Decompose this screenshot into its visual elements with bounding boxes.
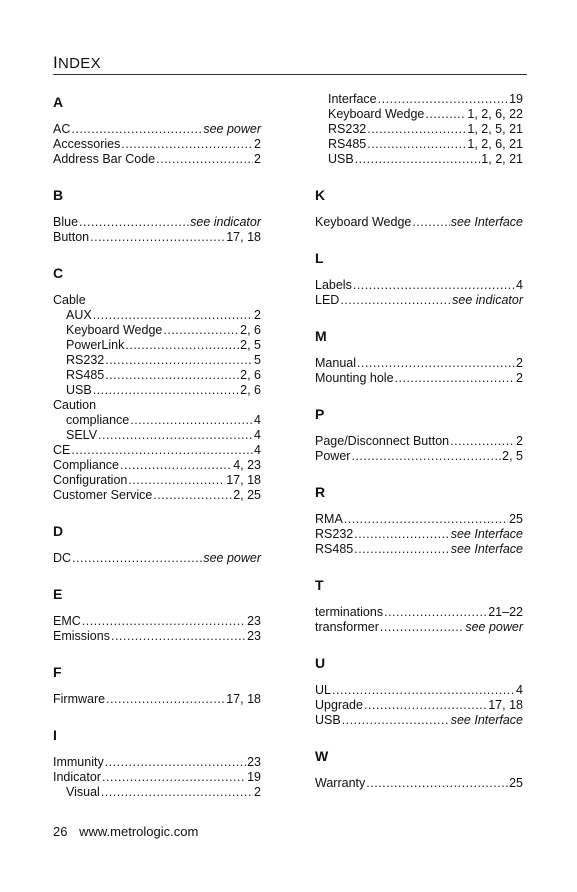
entry-pages: 25 xyxy=(509,512,523,526)
page-footer xyxy=(53,824,206,839)
entry-pages: 19 xyxy=(247,770,261,784)
section-letter: M xyxy=(315,328,327,344)
entry-term: Customer Service xyxy=(53,488,153,502)
index-column-left xyxy=(53,92,261,818)
entry-pages: see power xyxy=(203,122,261,136)
footer-url: www.metrologic.com xyxy=(79,824,199,839)
section-letter: K xyxy=(315,187,326,203)
entry-term: Interface xyxy=(328,92,377,106)
entry-pages: 21–22 xyxy=(488,605,523,619)
dot-leader xyxy=(93,383,239,398)
entry-pages: 2, 25 xyxy=(233,488,261,502)
index-entries xyxy=(53,614,261,644)
entry-term: Mounting hole xyxy=(315,371,394,385)
entry-term: USB xyxy=(328,152,354,166)
dot-leader xyxy=(364,698,487,713)
index-entry xyxy=(53,755,261,770)
index-entry xyxy=(315,776,523,791)
index-entries xyxy=(53,755,261,800)
dot-leader xyxy=(156,152,253,167)
index-entry xyxy=(315,278,523,293)
entry-pages: 2 xyxy=(516,434,523,448)
dot-leader xyxy=(366,776,508,791)
entry-pages: 2 xyxy=(254,152,261,166)
entry-term: AUX xyxy=(66,308,92,322)
entry-term: Accessories xyxy=(53,137,121,151)
page-title-rest: NDEX xyxy=(58,55,101,72)
dot-leader xyxy=(106,692,225,707)
index-entry xyxy=(315,122,523,137)
entry-term: RS485 xyxy=(315,542,354,556)
index-entry xyxy=(53,308,261,323)
dot-leader xyxy=(98,428,253,443)
index-entries xyxy=(315,278,523,308)
entry-term: Immunity xyxy=(53,755,104,769)
index-entry xyxy=(53,230,261,245)
dot-leader xyxy=(130,413,253,428)
dot-leader xyxy=(90,230,225,245)
index-section xyxy=(53,521,261,566)
entry-pages: 1, 2, 6, 21 xyxy=(467,137,523,151)
index-entry xyxy=(315,293,523,308)
index-entry xyxy=(315,137,523,152)
index-entry xyxy=(315,527,523,542)
entry-pages: see Interface xyxy=(450,215,523,229)
index-entry xyxy=(53,785,261,800)
dot-leader xyxy=(332,683,515,698)
page-title xyxy=(53,55,101,72)
entry-pages: 4, 23 xyxy=(233,458,261,472)
entry-pages: 2, 5 xyxy=(502,449,523,463)
index-entry xyxy=(53,458,261,473)
entry-term: Keyboard Wedge xyxy=(328,107,425,121)
index-section xyxy=(315,482,523,557)
index-section xyxy=(315,248,523,308)
entry-term: transformer xyxy=(315,620,379,634)
entry-term: USB xyxy=(315,713,341,727)
entry-term: Power xyxy=(315,449,351,463)
entry-term: Configuration xyxy=(53,473,128,487)
entry-term: USB xyxy=(66,383,92,397)
index-entry xyxy=(53,428,261,443)
entry-term: Emissions xyxy=(53,629,110,643)
dot-leader xyxy=(82,614,246,629)
index-entry xyxy=(53,152,261,167)
entry-pages: 17, 18 xyxy=(226,230,261,244)
dot-leader xyxy=(128,473,225,488)
index-section xyxy=(315,653,523,728)
section-letter: P xyxy=(315,406,325,422)
entry-term: Warranty xyxy=(315,776,366,790)
entry-pages: 19 xyxy=(509,92,523,106)
entry-pages: see Interface xyxy=(450,713,523,727)
entry-pages: 2, 6 xyxy=(240,323,261,337)
index-entry xyxy=(53,614,261,629)
index-entry xyxy=(315,152,523,167)
entry-pages: 1, 2, 6, 22 xyxy=(467,107,523,121)
section-letter: U xyxy=(315,655,326,671)
dot-leader xyxy=(71,122,202,137)
dot-leader xyxy=(340,293,451,308)
entry-term: AC xyxy=(53,122,71,136)
index-section xyxy=(53,662,261,707)
entry-pages: 2, 6 xyxy=(240,383,261,397)
dot-leader xyxy=(425,107,466,122)
entry-term: SELV xyxy=(66,428,98,442)
dot-leader xyxy=(353,278,515,293)
index-entries xyxy=(315,434,523,464)
entry-term: Labels xyxy=(315,278,352,292)
entry-term: EMC xyxy=(53,614,81,628)
index-entry xyxy=(53,629,261,644)
entry-term: compliance xyxy=(66,413,130,427)
dot-leader xyxy=(72,551,202,566)
index-entries xyxy=(315,356,523,386)
dot-leader xyxy=(412,215,449,230)
entry-pages: 4 xyxy=(516,278,523,292)
entry-pages: 4 xyxy=(254,413,261,427)
dot-leader xyxy=(367,137,466,152)
dot-leader xyxy=(125,338,239,353)
entry-pages: 2, 5 xyxy=(240,338,261,352)
dot-leader xyxy=(378,92,508,107)
index-section xyxy=(315,92,523,167)
entry-term: CE xyxy=(53,443,71,457)
index-entry xyxy=(53,488,261,503)
section-letter: W xyxy=(315,748,329,764)
index-entry xyxy=(53,215,261,230)
entry-term: Keyboard Wedge xyxy=(315,215,412,229)
index-entries xyxy=(315,215,523,230)
entry-term: Indicator xyxy=(53,770,101,784)
dot-leader xyxy=(105,368,239,383)
index-entry xyxy=(53,122,261,137)
dot-leader xyxy=(344,512,508,527)
entry-pages: 2, 6 xyxy=(240,368,261,382)
dot-leader xyxy=(450,434,515,449)
index-entry xyxy=(315,605,523,620)
index-entries xyxy=(315,512,523,557)
section-letter: C xyxy=(53,265,64,281)
index-entry xyxy=(315,698,523,713)
entry-term: Caution xyxy=(53,398,97,412)
entry-pages: 2 xyxy=(516,356,523,370)
entry-term: Keyboard Wedge xyxy=(66,323,163,337)
index-entries xyxy=(315,605,523,635)
index-entries xyxy=(315,683,523,728)
index-entries xyxy=(53,122,261,167)
entry-pages: 17, 18 xyxy=(488,698,523,712)
index-entry xyxy=(53,413,261,428)
entry-pages: see power xyxy=(203,551,261,565)
index-entry xyxy=(53,368,261,383)
entry-term: Button xyxy=(53,230,90,244)
index-entries xyxy=(315,776,523,791)
index-entry xyxy=(315,107,523,122)
index-entry xyxy=(315,542,523,557)
entry-pages: see power xyxy=(465,620,523,634)
index-entry xyxy=(53,323,261,338)
entry-pages: 17, 18 xyxy=(226,692,261,706)
entry-term: RMA xyxy=(315,512,343,526)
dot-leader xyxy=(367,122,466,137)
index-entry xyxy=(315,512,523,527)
dot-leader xyxy=(79,215,189,230)
section-letter: E xyxy=(53,586,63,602)
dot-leader xyxy=(105,353,253,368)
entry-term: PowerLink xyxy=(66,338,125,352)
index-section xyxy=(315,326,523,386)
dot-leader xyxy=(380,620,464,635)
entry-pages: 5 xyxy=(254,353,261,367)
index-entry xyxy=(315,92,523,107)
index-entry xyxy=(315,620,523,635)
dot-leader xyxy=(101,785,253,800)
index-entry xyxy=(315,713,523,728)
entry-term: Address Bar Code xyxy=(53,152,156,166)
index-entry xyxy=(53,383,261,398)
dot-leader xyxy=(163,323,239,338)
index-section xyxy=(315,746,523,791)
entry-term: Cable xyxy=(53,293,86,307)
index-entries xyxy=(53,551,261,566)
index-section xyxy=(53,584,261,644)
index-entries xyxy=(315,92,523,167)
dot-leader xyxy=(395,371,516,386)
index-entry xyxy=(53,443,261,458)
dot-leader xyxy=(105,755,246,770)
entry-pages: see indicator xyxy=(452,293,523,307)
index-entry xyxy=(53,353,261,368)
entry-term: LED xyxy=(315,293,340,307)
entry-term: Blue xyxy=(53,215,79,229)
index-section xyxy=(53,185,261,245)
section-letter: B xyxy=(53,187,64,203)
entry-pages: see Interface xyxy=(450,527,523,541)
dot-leader xyxy=(153,488,232,503)
entry-term: Page/Disconnect Button xyxy=(315,434,450,448)
dot-leader xyxy=(357,356,515,371)
section-letter: T xyxy=(315,577,324,593)
section-letter: D xyxy=(53,523,64,539)
index-entry xyxy=(53,338,261,353)
entry-term: Firmware xyxy=(53,692,106,706)
index-section xyxy=(315,404,523,464)
index-entry xyxy=(315,371,523,386)
index-entry xyxy=(315,434,523,449)
dot-leader xyxy=(102,770,246,785)
entry-term: RS232 xyxy=(328,122,367,136)
index-entry xyxy=(315,683,523,698)
section-letter: F xyxy=(53,664,62,680)
dot-leader xyxy=(355,152,481,167)
dot-leader xyxy=(121,137,253,152)
page-number: 26 xyxy=(53,824,68,839)
entry-pages: 23 xyxy=(247,629,261,643)
index-entry xyxy=(53,398,261,413)
index-section xyxy=(53,263,261,503)
section-letter: I xyxy=(53,727,57,743)
index-entry xyxy=(53,473,261,488)
entry-pages: see indicator xyxy=(190,215,261,229)
index-entry xyxy=(315,449,523,464)
entry-term: RS485 xyxy=(328,137,367,151)
index-entry xyxy=(315,215,523,230)
entry-pages: 2 xyxy=(254,785,261,799)
dot-leader xyxy=(71,443,253,458)
section-letter: R xyxy=(315,484,326,500)
entry-pages: 1, 2, 21 xyxy=(481,152,523,166)
entry-pages: 23 xyxy=(247,614,261,628)
index-entries xyxy=(53,215,261,245)
dot-leader xyxy=(354,527,450,542)
entry-pages: 2 xyxy=(254,308,261,322)
dot-leader xyxy=(120,458,232,473)
entry-pages: 2 xyxy=(254,137,261,151)
index-section xyxy=(315,185,523,230)
section-letter: A xyxy=(53,94,64,110)
entry-term: Upgrade xyxy=(315,698,363,712)
entry-pages: 2 xyxy=(516,371,523,385)
index-section xyxy=(53,725,261,800)
header-rule xyxy=(53,74,527,75)
dot-leader xyxy=(384,605,487,620)
dot-leader xyxy=(342,713,450,728)
section-letter: L xyxy=(315,250,324,266)
index-column-right xyxy=(315,92,523,809)
entry-pages: 23 xyxy=(247,755,261,769)
entry-pages: 4 xyxy=(516,683,523,697)
index-entry xyxy=(53,137,261,152)
index-entry xyxy=(53,293,261,308)
index-entry xyxy=(315,356,523,371)
dot-leader xyxy=(111,629,246,644)
page-title-initial: I xyxy=(53,53,59,72)
entry-term: RS232 xyxy=(315,527,354,541)
index-entry xyxy=(53,551,261,566)
index-entries xyxy=(53,293,261,503)
index-entry xyxy=(53,692,261,707)
entry-term: terminations xyxy=(315,605,384,619)
index-section xyxy=(315,575,523,635)
entry-term: DC xyxy=(53,551,72,565)
entry-term: Compliance xyxy=(53,458,120,472)
entry-term: RS485 xyxy=(66,368,105,382)
entry-pages: 4 xyxy=(254,443,261,457)
entry-term: RS232 xyxy=(66,353,105,367)
entry-term: Visual xyxy=(66,785,100,799)
entry-pages: 25 xyxy=(509,776,523,790)
entry-pages: 17, 18 xyxy=(226,473,261,487)
entry-pages: see Interface xyxy=(450,542,523,556)
entry-pages: 4 xyxy=(254,428,261,442)
index-entry xyxy=(53,770,261,785)
entry-term: Manual xyxy=(315,356,356,370)
entry-term: UL xyxy=(315,683,331,697)
entry-pages: 1, 2, 5, 21 xyxy=(467,122,523,136)
index-section xyxy=(53,92,261,167)
dot-leader xyxy=(93,308,253,323)
dot-leader xyxy=(351,449,501,464)
page-header xyxy=(53,53,527,73)
index-entries xyxy=(53,692,261,707)
dot-leader xyxy=(354,542,450,557)
